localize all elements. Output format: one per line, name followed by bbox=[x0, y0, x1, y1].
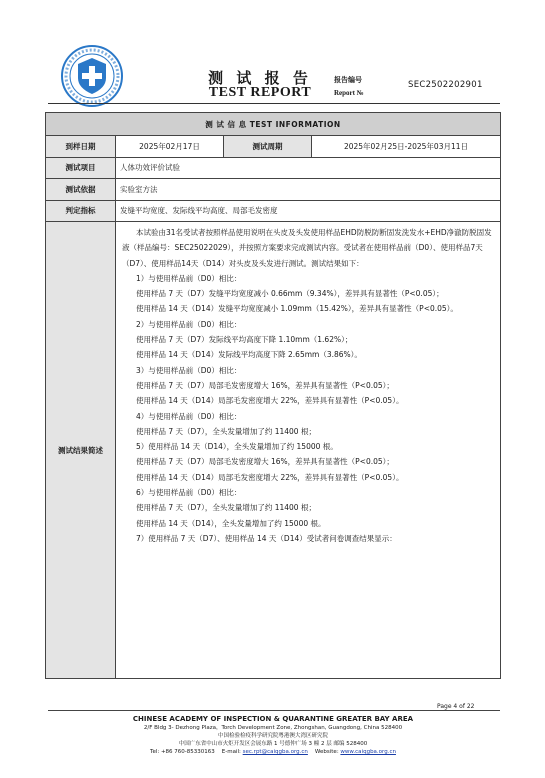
summary-intro: 本试验由31名受试者按照样品使用说明在头皮及头发使用样品EHD防脱防断固发洗发水+EHD净澈防脱固发液（样品编号：SEC25022029），并按照方案要求完成测试内容。受试者在使用样品前（D0）、使用样品7天（D7）、使用样品14天（D14）对头皮及头发进行测试。测试结果如下： bbox=[122, 228, 492, 268]
summary-line: 使用样品 7 天（D7），全头发量增加了约 11400 根； bbox=[136, 426, 316, 436]
summary-line: 4）与使用样品前（D0）相比： bbox=[136, 411, 242, 421]
footer-website-link[interactable]: www.caiqgba.org.cn bbox=[340, 749, 396, 755]
footer-address-cn: 中国广东省中山市火炬开发区会展东路 1 号德仲广场 3 幢 2 层 邮编 528400 bbox=[178, 741, 368, 747]
summary-line: 使用样品 7 天（D7）局部毛发密度增大 16%，差异具有显著性（P<0.05）； bbox=[136, 457, 394, 467]
title-en: TEST REPORT bbox=[208, 85, 312, 100]
footer-website-label: Website: bbox=[314, 749, 339, 755]
summary-line: 7）使用样品 7 天（D7）、使用样品 14 天（D14）受试者问卷调查结果显示： bbox=[136, 533, 397, 543]
report-no-labels bbox=[334, 74, 364, 100]
summary-line: 使用样品 14 天（D14）发缝平均宽度减小 1.09mm（15.42%），差异具有显著性（P<0.05）。 bbox=[136, 304, 458, 314]
footer-org-cn: 中国检验检疫科学研究院粤港澳大湾区研究院 bbox=[217, 733, 328, 739]
summary-line: 6）与使用样品前（D0）相比： bbox=[136, 488, 242, 498]
footer-org-en: CHINESE ACADEMY OF INSPECTION & QUARANTINE GREATER BAY AREA bbox=[132, 715, 414, 723]
test-item-value: 人体功效评价试验 bbox=[116, 157, 501, 179]
footer-divider bbox=[48, 710, 500, 711]
summary-line: 使用样品 14 天（D14）局部毛发密度增大 22%，差异具有显著性（P<0.05）。 bbox=[136, 472, 404, 482]
summary-line: 使用样品 14 天（D14）发际线平均高度下降 2.65mm（3.86%）。 bbox=[136, 350, 362, 360]
arrival-date-label: 到样日期 bbox=[46, 136, 116, 158]
summary-line: 1）与使用样品前（D0）相比： bbox=[136, 273, 242, 283]
test-period-value: 2025年02月25日-2025年03月11日 bbox=[312, 136, 501, 158]
institute-logo-icon bbox=[60, 44, 124, 108]
summary-line: 使用样品 14 天（D14），全头发量增加了约 15000 根。 bbox=[136, 518, 326, 528]
indicator-label: 判定指标 bbox=[46, 200, 116, 222]
page-number: Page 4 of 22 bbox=[437, 703, 475, 710]
footer-address-en: 2/F Bldg 3- Dezhong Plaza，Torch Development Zone, Zhongshan, Guangdong, China 528400 bbox=[143, 725, 403, 731]
footer-email-link[interactable]: sec.rpt@caiqgba.org.cn bbox=[242, 749, 308, 755]
summary-line: 使用样品 14 天（D14）局部毛发密度增大 22%，差异具有显著性（P<0.05）。 bbox=[136, 396, 404, 406]
summary-line: 2）与使用样品前（D0）相比： bbox=[136, 319, 242, 329]
summary-line: 使用样品 7 天（D7），全头发量增加了约 11400 根； bbox=[136, 503, 316, 513]
test-information-table bbox=[45, 112, 501, 679]
title-cn: 测 试 报 告 bbox=[208, 69, 312, 87]
footer bbox=[45, 714, 501, 756]
report-number: SEC2502202901 bbox=[408, 80, 483, 90]
summary-line: 使用样品 7 天（D7）局部毛发密度增大 16%，差异具有显著性（P<0.05）； bbox=[136, 380, 394, 390]
summary-content bbox=[116, 222, 501, 679]
footer-tel: Tel: +86 760-85330163 bbox=[150, 749, 215, 755]
indicator-value: 发缝平均宽度、发际线平均高度、局部毛发密度 bbox=[116, 200, 501, 222]
report-no-label-en: Report № bbox=[334, 89, 364, 97]
report-title bbox=[190, 70, 330, 100]
summary-label: 测试结果简述 bbox=[46, 222, 116, 679]
summary-line: 使用样品 7 天（D7）发缝平均宽度减小 0.66mm（9.34%），差异具有显著性（P<0.05）； bbox=[136, 289, 444, 299]
summary-line: 使用样品 7 天（D7）发际线平均高度下降 1.10mm（1.62%）； bbox=[136, 335, 353, 345]
header-divider bbox=[48, 103, 500, 104]
test-basis-value: 实验室方法 bbox=[116, 179, 501, 201]
test-information-banner: 测 试 信 息 TEST INFORMATION bbox=[46, 113, 501, 136]
report-no-label-cn: 报告编号 bbox=[334, 76, 362, 84]
arrival-date-value: 2025年02月17日 bbox=[116, 136, 224, 158]
test-basis-label: 测试依据 bbox=[46, 179, 116, 201]
summary-line: 3）与使用样品前（D0）相比： bbox=[136, 365, 242, 375]
test-item-label: 测试项目 bbox=[46, 157, 116, 179]
footer-contacts bbox=[45, 748, 501, 756]
footer-email-label: E-mail: bbox=[221, 749, 241, 755]
summary-line: 5）使用样品 14 天（D14），全头发量增加了约 15000 根。 bbox=[136, 442, 338, 452]
test-period-label: 测试周期 bbox=[224, 136, 312, 158]
